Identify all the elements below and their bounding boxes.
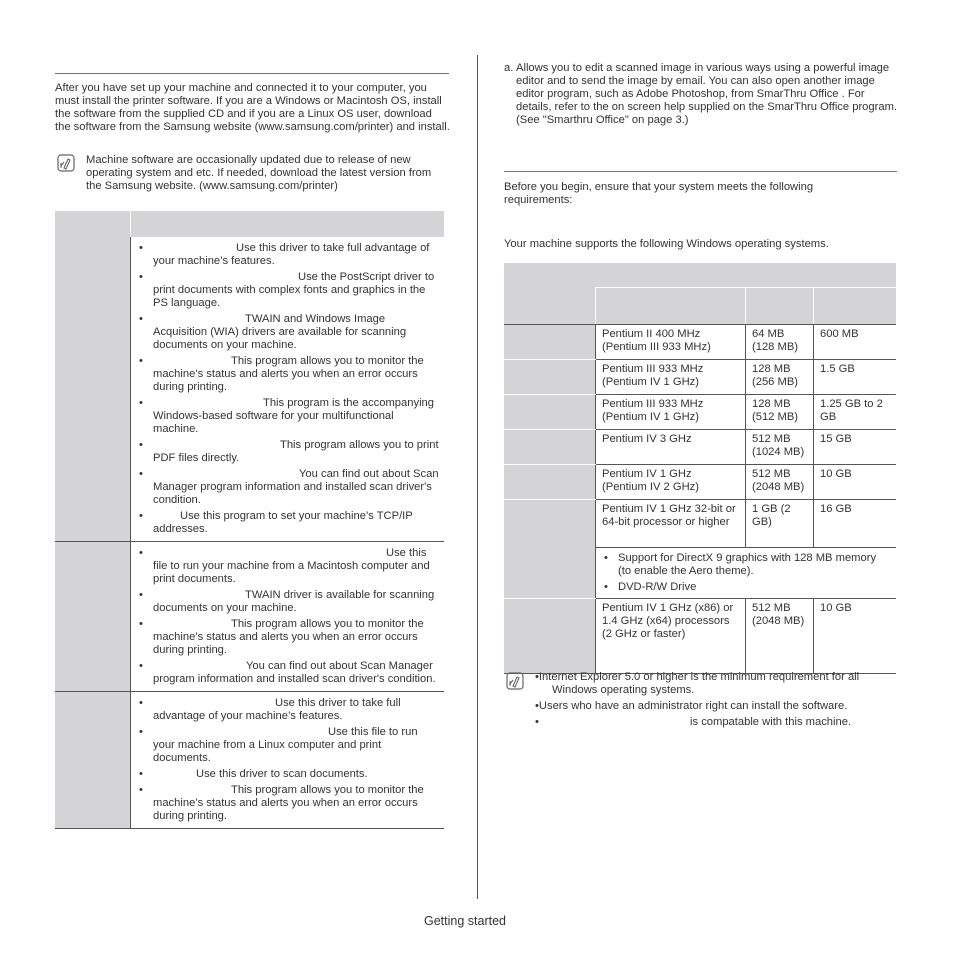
cpu-cell: Pentium II 400 MHz (Pentium III 933 MHz) <box>596 325 746 360</box>
footnote-marker: a. <box>504 62 514 74</box>
list-item: • You can find out about Scan Manager program information and installed scan driver's condition. <box>131 660 440 686</box>
ram-cell: 512 MB (1024 MB) <box>746 430 814 465</box>
footer-section-title: Getting started <box>424 914 506 928</box>
ram-cell: 64 MB (128 MB) <box>746 325 814 360</box>
list-item: • This program allows you to monitor the machine’s status and alerts you when an error occurs during printing. <box>131 618 440 657</box>
os-cell <box>504 465 596 500</box>
cpu-cell: Pentium IV 1 GHz (x86) or 1.4 GHz (x64) processors (2 GHz or faster) <box>596 599 746 674</box>
intro-paragraph: After you have set up your machine and connected it to your computer, you must install the printer software. If you are a Windows or Macintosh OS, install the software from the supplied CD and if you are a Linux OS user, download the software from the Samsung website (www.samsung.com/printer) and install. <box>55 82 450 133</box>
list-item: • Support for DirectX 9 graphics with 128 MB memory (to enable the Aero theme). <box>596 552 890 578</box>
os-cell <box>55 542 131 692</box>
list-item: • This program allows you to print PDF files directly. <box>131 439 440 465</box>
table-header-contents <box>131 211 445 237</box>
note-item: • <box>535 716 539 728</box>
note-icon <box>506 672 524 690</box>
os-cell <box>504 395 596 430</box>
table-header-os <box>504 263 596 325</box>
list-item: • You can find out about Scan Manager program information and installed scan driver's condition. <box>131 468 440 507</box>
os-cell <box>504 500 596 599</box>
hdd-cell: 1.25 GB to 2 GB <box>814 395 897 430</box>
list-item: • Use this file to run your machine from a Macintosh computer and print documents. <box>131 547 440 586</box>
note-item: •Users who have an administrator right can install the software. <box>535 700 848 712</box>
hdd-cell: 16 GB <box>814 500 897 548</box>
requirements-table <box>504 263 896 674</box>
ram-cell: 512 MB (2048 MB) <box>746 465 814 500</box>
table-row <box>504 395 896 430</box>
table-row <box>504 325 896 360</box>
list-item: • Use this driver to scan documents. <box>131 768 440 781</box>
table-header-cpu <box>596 288 746 325</box>
software-list <box>131 242 440 536</box>
table-row <box>55 542 444 692</box>
ram-cell: 1 GB (2 GB) <box>746 500 814 548</box>
list-item: • Use this driver to take full advantage of your machine’s features. <box>131 242 440 268</box>
extras-cell <box>596 548 897 599</box>
table-header-row <box>55 211 444 237</box>
list-item: • DVD-R/W Drive <box>596 581 890 594</box>
contents-cell <box>131 692 445 829</box>
os-cell <box>504 325 596 360</box>
table-row <box>55 237 444 542</box>
requirements-intro: Before you begin, ensure that your system meets the following requirements: <box>504 181 814 206</box>
list-item: • TWAIN driver is available for scanning documents on your machine. <box>131 589 440 615</box>
contents-cell <box>131 542 445 692</box>
list-item: • This program is the accompanying Windows-based software for your multifunctional machine. <box>131 397 440 436</box>
os-cell <box>504 430 596 465</box>
table-row <box>504 599 896 674</box>
list-item: • Use this driver to take full advantage of your machine’s features. <box>131 697 440 723</box>
contents-cell <box>131 237 445 542</box>
note-icon <box>57 154 75 172</box>
cpu-cell: Pentium III 933 MHz (Pentium IV 1 GHz) <box>596 395 746 430</box>
ram-cell: 512 MB (2048 MB) <box>746 599 814 674</box>
table-header-ram <box>746 288 814 325</box>
software-list <box>131 697 440 823</box>
cpu-cell: Pentium IV 1 GHz 32-bit or 64-bit processor or higher <box>596 500 746 548</box>
table-row <box>504 465 896 500</box>
table-header-row <box>504 263 896 288</box>
table-row <box>504 430 896 465</box>
ram-cell: 128 MB (256 MB) <box>746 360 814 395</box>
section-rule <box>504 171 897 172</box>
extras-list <box>596 552 890 594</box>
note-item: is compatable with this machine. <box>690 716 852 728</box>
software-table <box>55 211 444 829</box>
os-cell <box>55 692 131 829</box>
hdd-cell: 10 GB <box>814 465 897 500</box>
list-item: • TWAIN and Windows Image Acquisition (WIA) drivers are available for scanning documents on your machine. <box>131 313 440 352</box>
list-item: • Use this program to set your machine’s TCP/IP addresses. <box>131 510 440 536</box>
os-cell <box>55 237 131 542</box>
os-cell <box>504 360 596 395</box>
cpu-cell: Pentium IV 1 GHz (Pentium IV 2 GHz) <box>596 465 746 500</box>
table-row <box>55 692 444 829</box>
list-item: • Use the PostScript driver to print documents with complex fonts and graphics in the PS language. <box>131 271 440 310</box>
table-row <box>504 500 896 548</box>
hdd-cell: 15 GB <box>814 430 897 465</box>
table-row <box>504 360 896 395</box>
list-item: • This program allows you to monitor the machine’s status and alerts you when an error occurs during printing. <box>131 355 440 394</box>
column-divider <box>477 55 478 899</box>
footnote-text: Allows you to edit a scanned image in various ways using a powerful image editor and to send the image by email. You can also open another image editor program, such as Adobe Photoshop, from SmarThru Office . For details, refer to the on screen help supplied on the SmarThru Office program. (See "Smarthru Office" on page 3.) <box>516 62 897 126</box>
note-item: •Internet Explorer 5.0 or higher is the minimum requirement for all Windows operating systems. <box>535 671 860 696</box>
software-list <box>131 547 440 686</box>
hdd-cell: 10 GB <box>814 599 897 674</box>
hdd-cell: 1.5 GB <box>814 360 897 395</box>
list-item: • Use this file to run your machine from a Linux computer and print documents. <box>131 726 440 765</box>
table-header-requirement <box>596 263 897 288</box>
ram-cell: 128 MB (512 MB) <box>746 395 814 430</box>
table-header-os <box>55 211 131 237</box>
windows-intro: Your machine supports the following Windows operating systems. <box>504 238 829 250</box>
table-header-hdd <box>814 288 897 325</box>
note-text: Machine software are occasionally updated due to release of new operating system and etc. If needed, download the latest version from the Samsung website. (www.samsung.com/printer) <box>86 154 432 192</box>
cpu-cell: Pentium III 933 MHz (Pentium IV 1 GHz) <box>596 360 746 395</box>
list-item: • This program allows you to monitor the machine’s status and alerts you when an error occurs during printing. <box>131 784 440 823</box>
os-cell <box>504 599 596 674</box>
cpu-cell: Pentium IV 3 GHz <box>596 430 746 465</box>
section-rule <box>55 73 449 74</box>
hdd-cell: 600 MB <box>814 325 897 360</box>
